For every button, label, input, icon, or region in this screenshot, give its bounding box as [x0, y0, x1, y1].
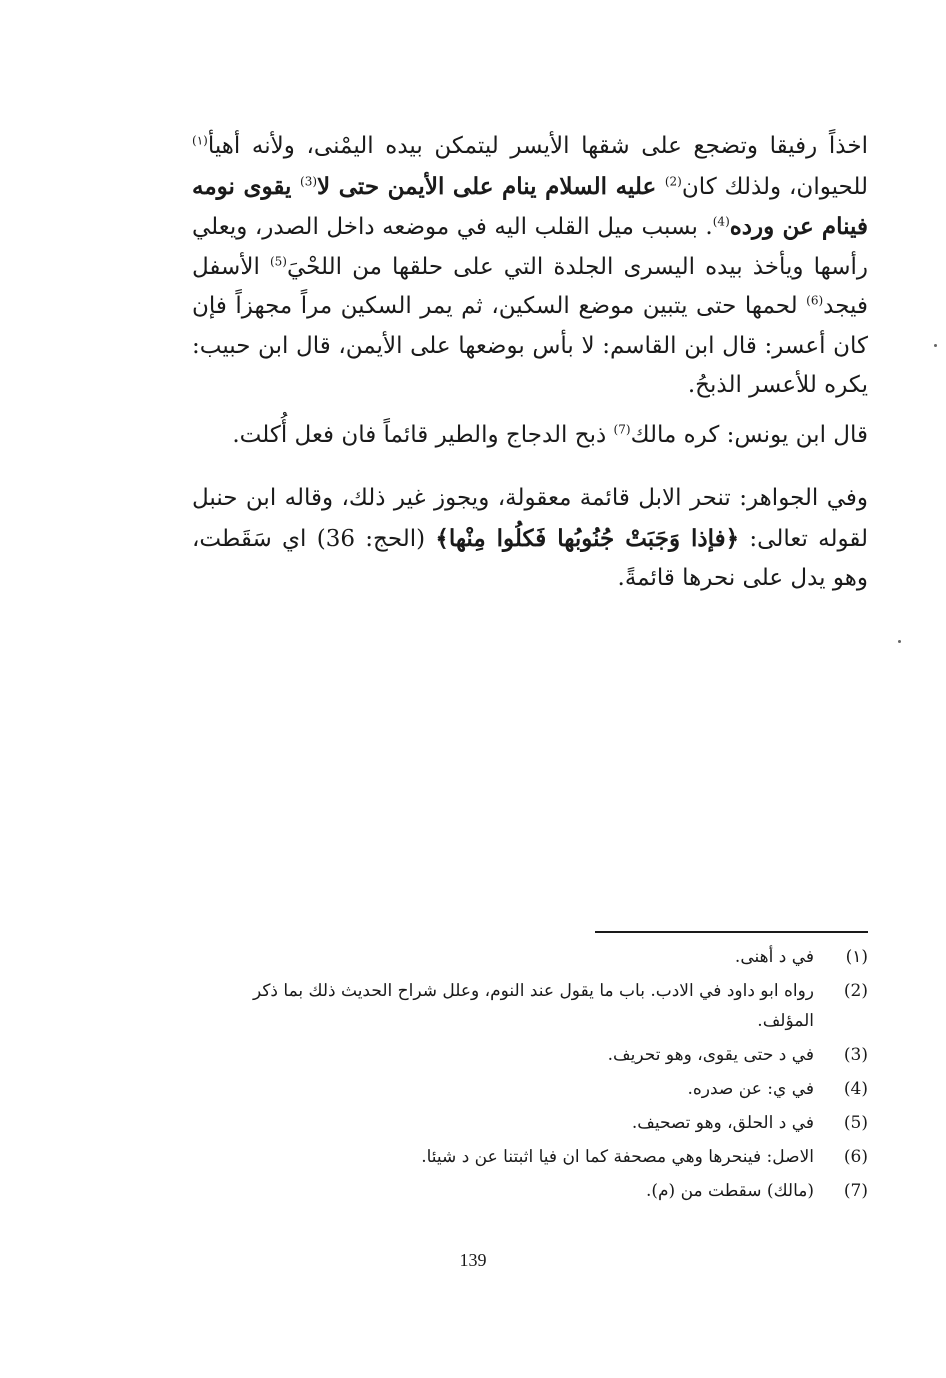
footnote-number: (7) — [843, 1181, 868, 1201]
verse-reference: (الحج: 36) — [316, 525, 436, 552]
paragraph-2 — [192, 416, 868, 456]
text-run: قال ابن يونس: كره مالك — [630, 421, 868, 448]
bold-text-run: عليه السلام ينام على الأيمن حتى لا — [317, 172, 665, 200]
text-run: اخذاً رفيقا وتضجع على شقها الأيسر ليتمكن بيده اليمْنى، ولأنه أهيأ — [207, 133, 868, 159]
footnote-ref-4: (4) — [712, 214, 730, 229]
paragraph-3 — [192, 479, 868, 599]
footnote-item — [192, 942, 868, 972]
footnote-ref-6: (6) — [806, 293, 824, 308]
footnote-ref-3: (3) — [300, 173, 318, 188]
footnote-number: (2) — [843, 981, 868, 1001]
footnote-ref-1: (١) — [192, 133, 208, 148]
footnote-item — [192, 1040, 868, 1070]
scan-speck — [934, 344, 937, 347]
text-run: وفي الجواهر: تنحر الابل قائمة معقولة، ويجوز غير ذلك، وقاله ابن حنبل لقوله تعالى: — [192, 485, 868, 552]
text-run: . بسبب ميل القلب اليه في موضعه داخل الصدر، ويعلي رأسها ويأخذ بيده اليسرى الجلدة التي على حلقها من اللحْيَ — [192, 214, 868, 280]
page-number: 139 — [459, 1250, 487, 1270]
footnote-item — [192, 1142, 868, 1172]
footnote-item — [192, 1108, 868, 1138]
main-text — [192, 127, 868, 599]
footnote-ref-2: (2) — [664, 173, 682, 188]
footnote-ref-7: (7) — [613, 421, 631, 436]
text-run: للحيوان، ولذلك كان — [681, 173, 869, 200]
footnote-number: (3) — [843, 1045, 868, 1065]
footnote-text: الاصل: فينحرها وهي مصحفة كما ان فيا اثبتنا عن د شيئا. — [421, 1147, 814, 1167]
footnote-text: رواه ابو داود في الادب. باب ما يقول عند النوم، وعلل شراح الحديث ذلك بما ذكر المؤلف. — [252, 981, 814, 1031]
footnote-item — [192, 976, 868, 1036]
footnote-text: في ي: عن صدره. — [687, 1079, 814, 1099]
footnote-text: في د الحلق، وهو تصحيف. — [631, 1113, 814, 1133]
footnote-item — [192, 1176, 868, 1206]
footnote-item — [192, 1074, 868, 1104]
footnotes — [192, 942, 868, 1210]
text-run: اي سَقَطت، وهو يدل على نحرها قائمةً. — [192, 525, 868, 591]
text-run: لحمها حتى يتبين موضع السكين، ثم يمر السكين مراً مجهزاً فإن كان أعسر: قال ابن القاسم: لا بأس بوضعها على الأيمن، قال ابن حبيب: يكره للأعسر الذبحُ. — [192, 293, 868, 398]
scan-speck — [898, 640, 901, 643]
footnote-text: في د أهنى. — [734, 947, 814, 967]
footnote-number: (١) — [845, 947, 868, 967]
quran-verse: ﴿فإذا وَجَبَتْ جُنُوبُها فَكلُوا مِنْها﴾ — [435, 524, 740, 552]
paragraph-1 — [192, 127, 868, 406]
footnote-text: (مالك) سقطت من (م). — [646, 1181, 814, 1201]
footnote-number: (6) — [843, 1147, 868, 1167]
footnote-separator — [595, 931, 868, 933]
text-run: الأسفل فيجد — [192, 253, 868, 319]
footnote-number: (5) — [843, 1113, 868, 1133]
footnote-number: (4) — [843, 1079, 868, 1099]
footnote-ref-5: (5) — [269, 253, 287, 268]
bold-text-run: يقوى نومه فينام عن ورده — [192, 172, 868, 240]
text-run: ذبح الدجاج والطير قائماً فان فعل أُكلت. — [232, 421, 614, 448]
footnote-text: في د حتى يقوى، وهو تحريف. — [607, 1045, 814, 1065]
